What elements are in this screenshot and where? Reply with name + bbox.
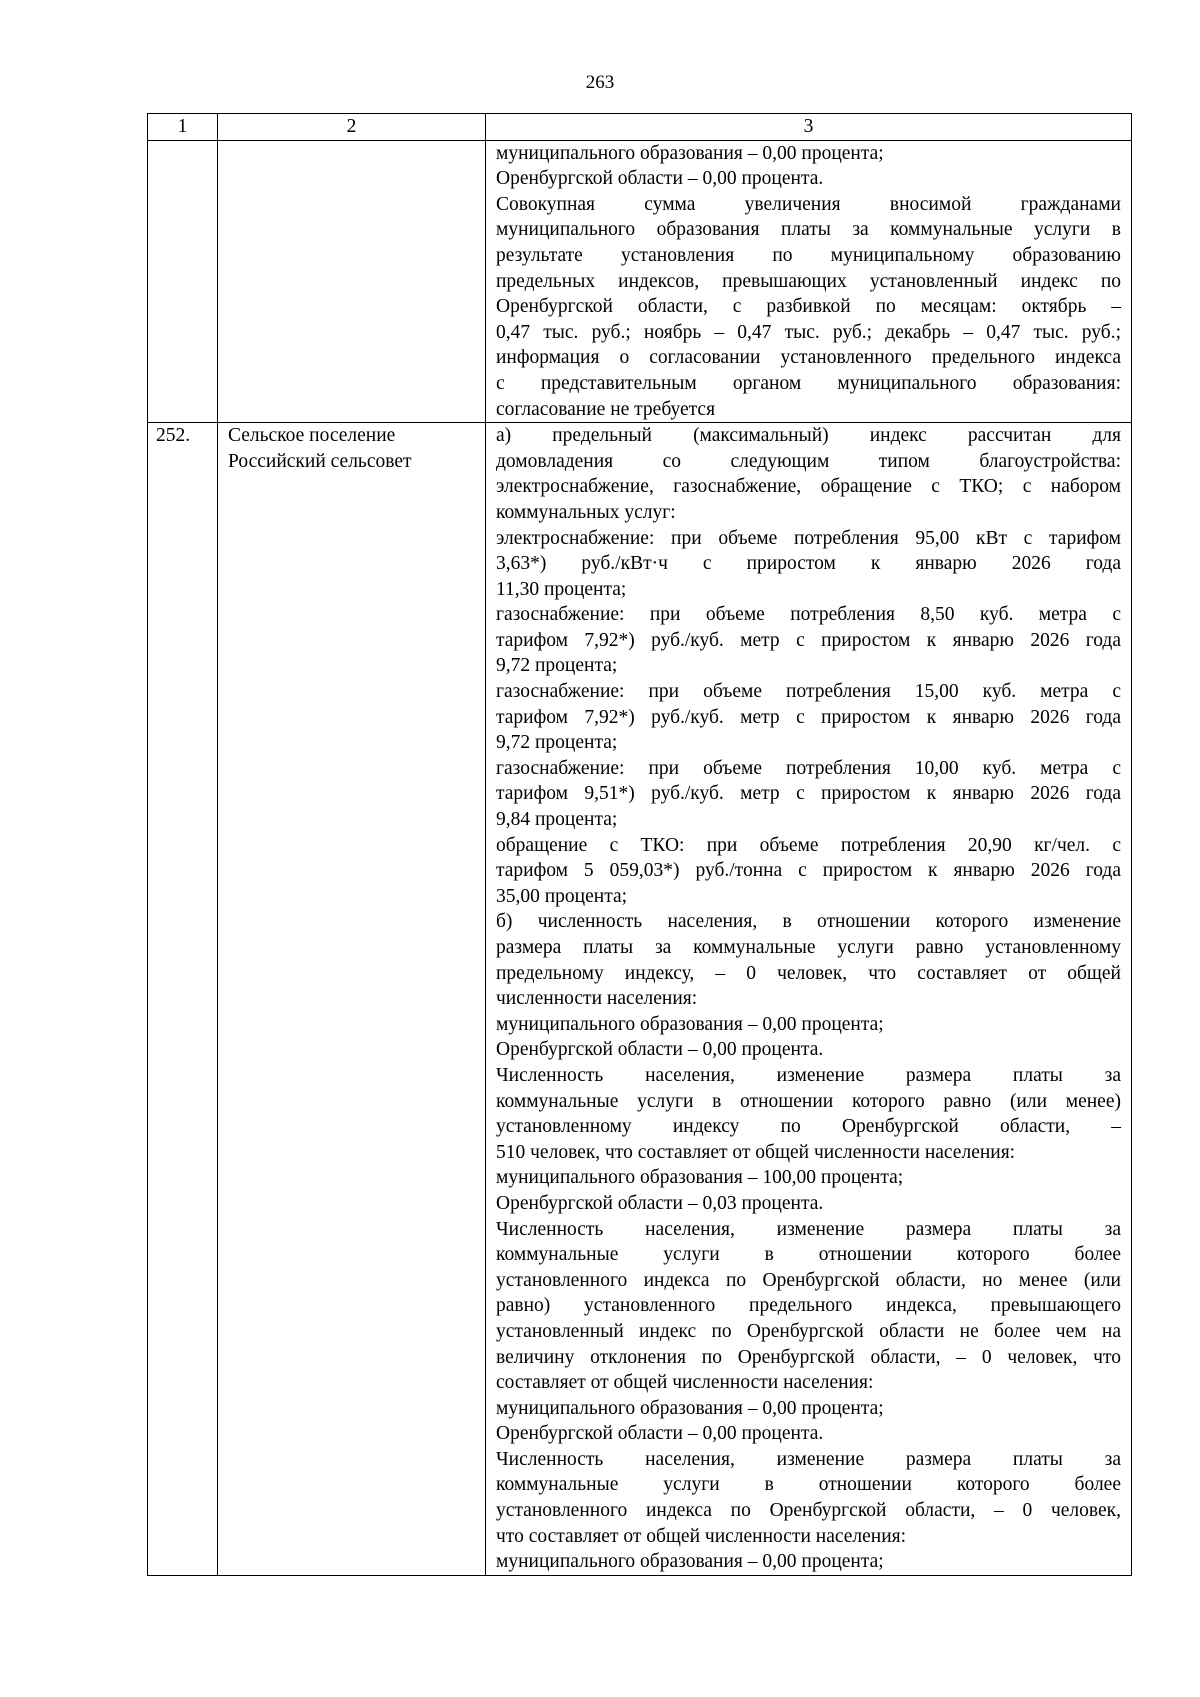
text-line: газоснабжение: при объеме потребления 10,00 куб. метра с	[496, 757, 1121, 779]
column-header-1: 1	[148, 114, 218, 141]
text-line: тарифом 7,92*) руб./куб. метр с приростом к январю 2026 года	[496, 706, 1121, 728]
text-line: с представительным органом муниципального образования:	[496, 372, 1121, 394]
text-line: Оренбургской области – 0,00 процента.	[496, 1039, 824, 1061]
text-line: электроснабжение: при объеме потребления 95,00 кВт с тарифом	[496, 527, 1121, 549]
text-line: Оренбургской области – 0,00 процента.	[496, 168, 824, 190]
text-line: предельных индексов, превышающих установленный индекс по	[496, 270, 1121, 292]
table-row	[148, 423, 1132, 1576]
text-line: коммунальных услуг:	[496, 501, 676, 523]
text-line: Оренбургской области – 0,03 процента.	[496, 1192, 824, 1214]
text-line: установленного индекса по Оренбургской области, – 0 человек,	[496, 1500, 1121, 1522]
index-description-cell	[486, 423, 1132, 1576]
text-line: 510 человек, что составляет от общей численности населения:	[496, 1141, 1016, 1163]
text-line: Оренбургской области, с разбивкой по месяцам: октябрь –	[496, 296, 1121, 318]
text-line: муниципального образования – 100,00 процента;	[496, 1167, 904, 1189]
text-line: муниципального образования – 0,00 процента;	[496, 1551, 884, 1573]
text-line: коммунальные услуги в отношении которого более	[496, 1244, 1121, 1266]
text-line: 9,72 процента;	[496, 655, 618, 677]
text-line: коммунальные услуги в отношении которого более	[496, 1474, 1121, 1496]
column-header-3: 3	[486, 114, 1132, 141]
text-line: 9,84 процента;	[496, 809, 618, 831]
text-line: а) предельный (максимальный) индекс рассчитан для	[496, 425, 1121, 447]
text-line: домовладения со следующим типом благоустройства:	[496, 450, 1121, 472]
text-line: размера платы за коммунальные услуги равно установленному	[496, 937, 1121, 958]
text-line: 35,00 процента;	[496, 885, 628, 907]
page-number: 263	[585, 72, 615, 93]
text-line: обращение с ТКО: при объеме потребления 20,90 кг/чел. с	[496, 834, 1121, 856]
text-line: муниципального образования – 0,00 процента;	[496, 1397, 884, 1419]
text-line: что составляет от общей численности населения:	[496, 1525, 907, 1547]
text-line: составляет от общей численности населения:	[496, 1372, 874, 1394]
row-number: 252.	[148, 423, 218, 1576]
continuation-name-cell	[218, 140, 486, 423]
text-line: установленному индексу по Оренбургской области, –	[496, 1116, 1121, 1138]
table-header-row	[148, 114, 1132, 141]
text-line: тарифом 7,92*) руб./куб. метр с приростом к январю 2026 года	[496, 629, 1121, 651]
text-line: Численность населения, изменение размера платы за	[496, 1218, 1121, 1240]
text-line: Численность населения, изменение размера платы за	[496, 1448, 1121, 1470]
text-line: установленный индекс по Оренбургской области не более чем на	[496, 1320, 1121, 1342]
text-line: б) численность населения, в отношении которого изменение	[496, 911, 1121, 933]
text-line: 11,30 процента;	[496, 578, 627, 600]
text-line: Численность населения, изменение размера платы за	[496, 1064, 1121, 1086]
text-line: предельному индексу, – 0 человек, что составляет от общей	[496, 962, 1121, 984]
continuation-number-cell	[148, 140, 218, 423]
text-line: 0,47 тыс. руб.; ноябрь – 0,47 тыс. руб.; декабрь – 0,47 тыс. руб.;	[496, 321, 1121, 343]
column-header-2: 2	[218, 114, 486, 141]
text-line: тарифом 9,51*) руб./куб. метр с приростом к январю 2026 года	[496, 783, 1121, 805]
text-line: тарифом 5 059,03*) руб./тонна с приростом к январю 2026 года	[496, 860, 1121, 882]
data-table	[147, 113, 1132, 1576]
text-line: Оренбургской области – 0,00 процента.	[496, 1423, 824, 1445]
text-line: Совокупная сумма увеличения вносимой гражданами	[496, 193, 1121, 215]
text-line: согласование не требуется	[496, 398, 716, 420]
text-line: муниципального образования – 0,00 процента;	[496, 1013, 884, 1035]
text-line: 9,72 процента;	[496, 732, 618, 754]
text-line: газоснабжение: при объеме потребления 15,00 куб. метра с	[496, 681, 1121, 703]
municipality-name-line: Сельское поселение	[228, 425, 396, 447]
text-line: муниципального образования – 0,00 процента;	[496, 142, 884, 164]
municipality-name-cell	[218, 423, 486, 1576]
text-line: газоснабжение: при объеме потребления 8,50 куб. метра с	[496, 604, 1121, 626]
text-line: численности населения:	[496, 988, 698, 1010]
text-line: установленного индекса по Оренбургской области, но менее (или	[496, 1269, 1121, 1291]
continuation-text-cell	[486, 140, 1132, 423]
text-line: результате установления по муниципальному образованию	[496, 244, 1121, 266]
table-row-continuation	[148, 140, 1132, 423]
text-line: равно) установленного предельного индекса, превышающего	[496, 1295, 1121, 1317]
municipality-name-line: Российский сельсовет	[228, 450, 412, 472]
text-line: электроснабжение, газоснабжение, обращение с ТКО; с набором	[496, 476, 1121, 498]
text-line: муниципального образования платы за коммунальные услуги в	[496, 219, 1121, 241]
text-line: 3,63*) руб./кВт·ч с приростом к январю 2026 года	[496, 553, 1121, 575]
text-line: информация о согласовании установленного предельного индекса	[496, 347, 1121, 369]
text-line: коммунальные услуги в отношении которого равно (или менее)	[496, 1090, 1121, 1112]
text-line: величину отклонения по Оренбургской области, – 0 человек, что	[496, 1346, 1121, 1368]
